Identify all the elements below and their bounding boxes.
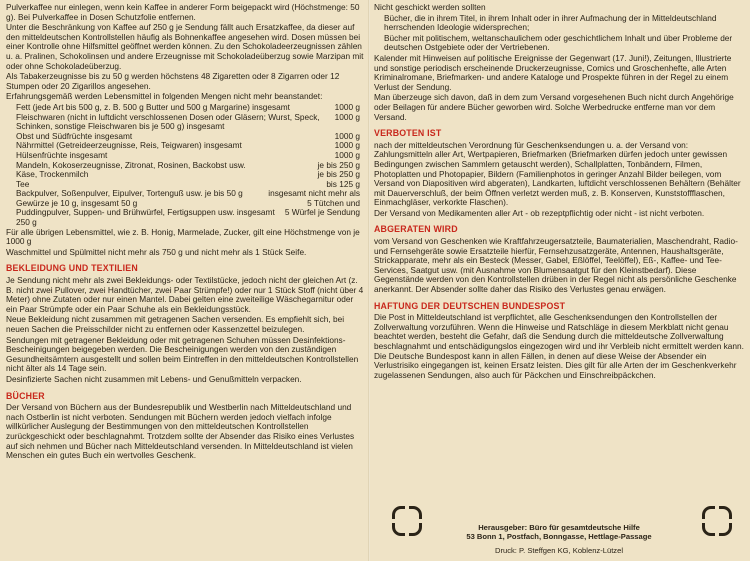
list-item: Nährmittel (Getreideerzeugnisse, Reis, Teigwaren) insgesamt 1000 g [16, 140, 360, 151]
list-item: Gewürze je 10 g, insgesamt 50 g 5 Tütchen und [16, 197, 360, 208]
right-column [374, 3, 744, 558]
paragraph-not-sent: Nicht geschickt werden sollten [374, 2, 486, 12]
page-fold [368, 0, 370, 561]
paragraph-advertising: Man überzeuge sich davon, daß in dem zum Versand vorgesehenen Buch nicht durch Angehörige oder Beilagen für andere Bücher geworben wird. Solche Werbedrucke entferne man vor dem Versand. [374, 92, 734, 122]
printer-line: Druck: P. Steffgen KG, Koblenz-Lützel [494, 546, 624, 556]
paragraph-medicine: Der Versand von Medikamenten aller Art - ob rezeptpflichtig oder nicht - ist nicht verboten. [374, 207, 705, 218]
food-quantity-list [6, 103, 366, 228]
paragraph-other-food: Für alle übrigen Lebensmittel, wie z. B. Honig, Marmelade, Zucker, gilt eine Höchstmenge von je 1000 g [6, 226, 360, 247]
paragraph-clothing-used: Sendungen mit getragener Bekleidung oder mit getragenen Schuhen müssen Desinfektions-Bescheinigungen beigegeben werden. Die Bescheinigungen werden von den zuständigen Gesundheitsämtern ausgestellt und sollen beim Eintreffen in den mitteldeutschen Kontrollstellen nicht älter als 14 Tage sein. [6, 334, 359, 374]
heading-liability: HAFTUNG DER DEUTSCHEN BUNDESPOST [374, 300, 566, 311]
paragraph-clothing-disinfected: Desinfizierte Sachen nicht zusammen mit Lebens- und Genußmitteln verpacken. [6, 373, 302, 384]
list-item: Obst und Südfrüchte insgesamt 1000 g [16, 130, 360, 141]
heading-forbidden: VERBOTEN IST [374, 128, 442, 139]
paragraph-liability: Die Post in Mitteldeutschland ist verpflichtet, alle Geschenksendungen den Kontrollstellen der Zollverwaltung vorzuführen. Wenn die Hinweise und Ratschläge in diesem Merkblatt nicht genau beachtet werden, besteht die Gefahr, daß die Sendung durch die mitteldeutsche Zollverwaltung beschlagnahmt und entschädigungslos eingezogen wird und ihr Verbleib nicht ermittelt werden kann. Die Deutsche Bundespost kann in allen Fällen, in denen auf diese Weise der Absender ein Verlustrisiko eingegangen ist, keinen Ersatz leisten. Dies gilt für alle Arten der im Geschenkverkehr zugelassenen Sendungen, also auch für Päckchen und Einschreibpäckchen. [374, 312, 744, 380]
publisher-footer [374, 523, 744, 556]
heading-discouraged: ABGERATEN WIRD [374, 224, 458, 235]
left-column [6, 3, 366, 558]
heading-books: BÜCHER [6, 390, 45, 401]
paragraph-books: Der Versand von Büchern aus der Bundesrepublik und Westberlin nach Mitteldeutschland und nach Ostberlin ist nicht verboten. Sendungen mit Büchern werden jedoch vielfach infolge willkürlicher Auslegung der Bestimmungen von den mitteldeutschen Kontrollstellen zurückgeschickt oder beschlagnahmt. Trotzdem sollte der Absender das Risiko eines Verlustes auf sich nehmen und Bücher nach Mitteldeutschland versenden. In Mitteldeutschland ist vielen Menschen ein gutes Buch ein wertvolles Geschenk. [6, 402, 355, 461]
publisher-logo-icon [392, 506, 422, 536]
paragraph-calendars: Kalender mit Hinweisen auf politische Ereignisse der Gegenwart (17. Juni!), Zeitungen, Illustrierte und sonstige periodisch erscheinende Druckerzeugnisse, Comics und Groschenhefte, alle Arten Kriminalromane, Briefmarken- und andere Kataloge und Prospekte führen in der Regel zu einem Verlust der Sendung. [374, 52, 732, 92]
list-item: Tee bis 125 g [16, 178, 360, 189]
list-item: Käse, Trockenmilch je bis 250 g [16, 169, 360, 180]
publisher-logo-icon [702, 506, 732, 536]
paragraph-forbidden: nach der mitteldeutschen Verordnung für Geschenksendungen u. a. der Versand von: Zahlungsmitteln aller Art, Wertpapieren, Briefmarken (Briefmarken dürfen jedoch unter gewissen Bedingungen zwischen Sammlern getauscht werden), Schallplatten, Tonbändern, Filmen, Photoplatten und Photopapier, Bildern (Familienphotos in geringer Anzahl Bilder beilegen, vom Versand von Diapositiven wird abgeraten), Landkarten, luftdicht verschlossenen Behältern (Behälter mit Dauerverschluß, der beim Öffnen verletzt werden muß, z. B. Konserven, Kunststoffflaschen, Einmachgläser, verkorkte Flaschen). [374, 139, 741, 208]
paragraph-discouraged: vom Versand von Geschenken wie Kraftfahrzeugersatzteile, Baumaterialien, Maschendraht, Radio- und Fernsehgeräte sowie Ersatzteile hierfür, Fernsehzusatzgeräte, Antennen, Haushaltsgeräte, Strickapparate, mehr als ein Besteck (Messer, Gabel, Eßlöffel, Teelöffel), Eß-, Kaffee- und Tee-Services, Saatgut usw. (mit Ausnahme von Blumensaatgut für den Kleinstbedarf). Diese Gegenstände werden von den Kontrollstellen drüben in der Regel nicht als persönliche Geschenke anerkannt. Der Absender sollte daher das Risiko des Verlustes genau erwägen. [374, 236, 738, 295]
paragraph-coffee-powder: Pulverkaffee nur einlegen, wenn kein Kaffee in anderer Form beigepackt wird (Höchstmenge: 50 g). Bei Pulverkaffee in Dosen Schutzfolie entfernen. [6, 2, 360, 22]
list-item: Puddingpulver, Suppen- und Brühwürfel, Fertigsuppen usw. insgesamt 250 g 5 Würfel je Sendung [16, 207, 360, 228]
list-item: Fleischwaren (nicht in luftdicht verschlossenen Dosen oder Gläsern; Wurst, Speck, Schinken, sonstige Fleischwaren bis je 500 g) insgesamt 1000 g [16, 111, 360, 132]
paragraph-food-intro: Erfahrungsgemäß werden Lebensmittel in folgenden Mengen nicht mehr beanstandet: [6, 91, 323, 102]
list-item: Fett (jede Art bis 500 g, z. B. 500 g Butter und 500 g Margarine) insgesamt 1000 g [16, 101, 360, 112]
list-item: Mandeln, Kokoserzeugnisse, Zitronat, Rosinen, Backobst usw. je bis 250 g [16, 159, 360, 170]
paragraph-tobacco: Als Tabakerzeugnisse bis zu 50 g werden höchstens 48 Zigaretten oder 8 Zigarren oder 12 Stumpen oder 20 Zigarillos angesehen. [6, 71, 340, 91]
paragraph-books-ideology: Bücher, die in ihrem Titel, in ihrem Inhalt oder in ihrer Aufmachung der in Mitteldeutschland herrschenden Ideologie widersprechen; [384, 12, 717, 33]
paragraph-detergent: Waschmittel und Spülmittel nicht mehr als 750 g und nicht mehr als 1 Stück Seife. [6, 246, 307, 257]
heading-clothing: BEKLEIDUNG UND TEXTILIEN [6, 263, 138, 274]
paragraph-clothing-new: Neue Bekleidung nicht zusammen mit getragenen Sachen versenden. Es empfiehlt sich, bei neuen Sachen die Preisschilder nicht zu entfernen oder Kassenzettel beizulegen. [6, 314, 345, 334]
publisher-name: Herausgeber: Büro für gesamtdeutsche Hilfe [478, 522, 640, 532]
list-item: Hülsenfrüchte insgesamt 1000 g [16, 149, 360, 160]
publisher-address: 53 Bonn 1, Postfach, Bonngasse, Hettlage-Passage [466, 532, 652, 541]
paragraph-clothing-limit: Je Sendung nicht mehr als zwei Bekleidungs- oder Textilstücke, jedoch nicht der gleichen Art (z. B. nicht zwei Pullover, zwei Handtücher, zwei Paar Strümpfe!) oder nur 1 Stück Stoff (nicht über 4 Meter) ohne Zutaten oder nur einen Mantel. Dabei gelten eine zweiteilige Wäschegarnitur oder ein Paar Strümpfe oder ein Paar Schuhe als ein Bekleidungsstück. [6, 275, 364, 314]
list-item: Backpulver, Soßenpulver, Eipulver, Tortenguß usw. je bis 50 g insgesamt nicht mehr als [16, 188, 360, 199]
paragraph-coffee-limit: Unter die Beschränkung von Kaffee auf 250 g je Sendung fällt auch Ersatzkaffee, da dieser auf den mitteldeutschen Kontrollstellen häufig als Bohnenkaffee angesehen wird. Dosen müssen bei einer Kontrolle ohne Hilfsmittel geöffnet werden können. Zu den Schokoladeerzeugnissen zählen u. a. Pralinen, Schokolinsen und andere Erzeugnisse mit Schokoladeüberzug sowie Marzipan mit oder ohne Schokoladeüberzug. [6, 22, 364, 71]
paragraph-books-political: Bücher mit politischem, weltanschaulichem oder geschichtlichem Inhalt und über Probleme der deutschen Ostgebiete oder der Vertriebenen. [384, 32, 733, 53]
